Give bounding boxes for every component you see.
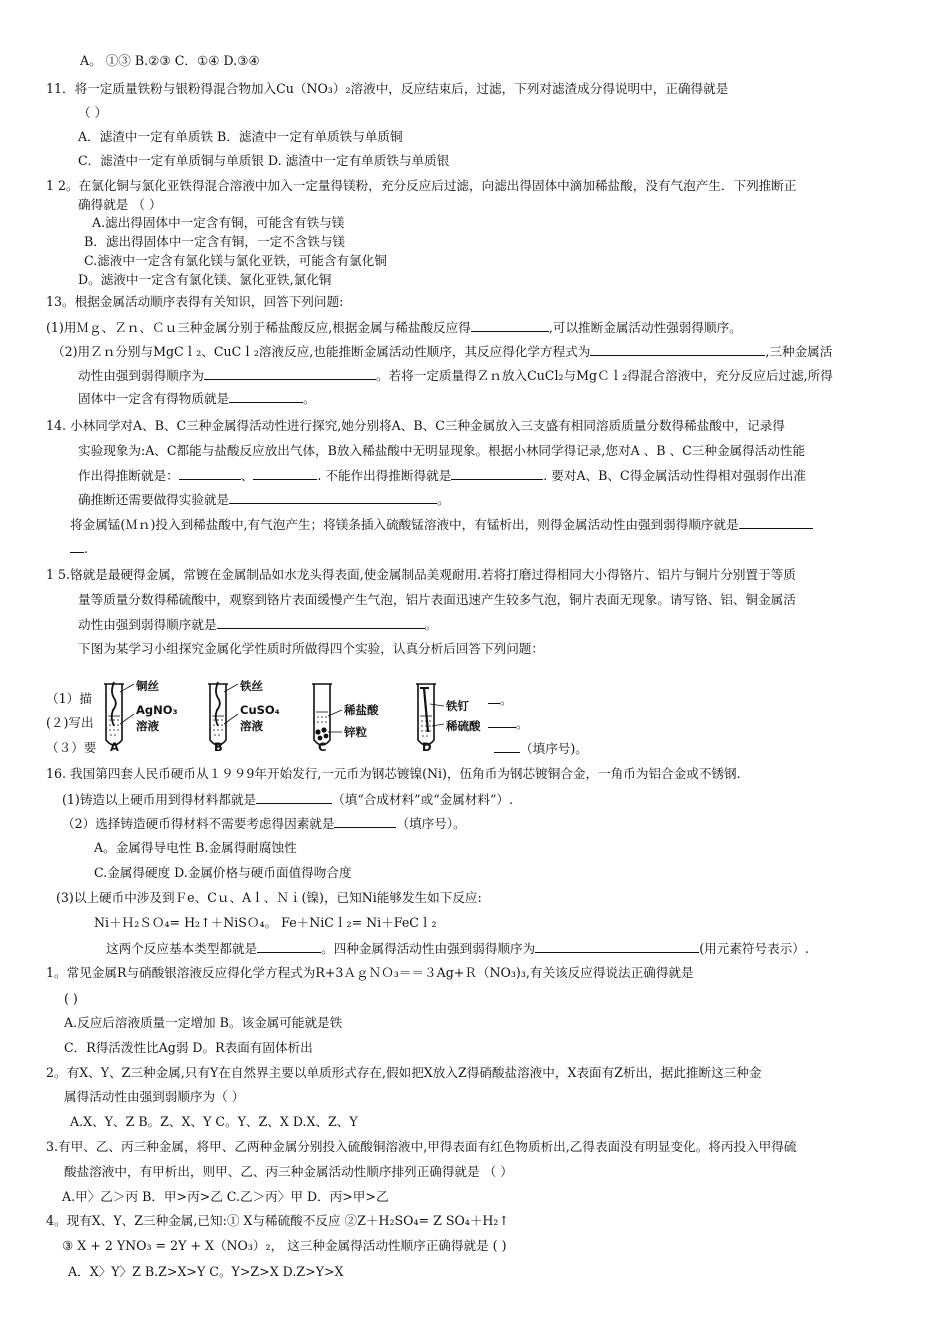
zinc-granule — [321, 727, 326, 732]
q12-stem-cont: 确得就是 （ ） — [78, 197, 162, 212]
q13-stem: 13。根据金属活动顺序表得有关知识，回答下列问题: — [46, 294, 344, 309]
q14-experiment — [78, 490, 450, 509]
q14-text6: 将金属锰(Ｍｎ)投入到稀盐酸中,有气泡产生；将镁条插入硫酸锰溶液中，有锰析出，则得金属活动性由强到弱得顺序就是 — [70, 517, 739, 532]
q12-option-d: D。滤液中一定含有氯化镁、氯化亚铁,氯化铜 — [78, 272, 332, 287]
q11-options-cd: C．滤渣中一定有单质铜与单质银 D. 滤渣中一定有单质铁与单质银 — [78, 153, 450, 168]
q13-part1-text-end: ,可以推断金属活动性强弱得顺序。 — [548, 320, 742, 335]
q14-sep: 、 — [240, 468, 254, 483]
answer-blank[interactable] — [217, 615, 425, 629]
q11-answer-bracket: （ ） — [78, 105, 108, 120]
q13-part1 — [46, 318, 742, 337]
q16-part2-text-end: （填序号）。 — [396, 816, 466, 831]
q13-part2-text-end: ,三种金属活 — [765, 344, 833, 359]
fig-q1-left: （1）描 — [46, 691, 92, 706]
copper-wire — [112, 682, 116, 726]
p2-stem: 2。有X、Y、Z三种金属,只有Y在自然界主要以单质形式存在,假如把X放入Z得硝酸盐溶液中，X表面有Z析出，据此推断这三种金 — [46, 1065, 762, 1080]
tube-b-solution-label2: 溶液 — [240, 719, 263, 733]
test-tube-b — [208, 680, 280, 752]
q13-part2-text4: 固体中一定含有得物质就是 — [78, 391, 230, 406]
tube-b-solution-label: CuSO₄ — [240, 703, 280, 717]
p3-stem: 3.有甲、乙、丙三种金属，将甲、乙两种金属分别投入硫酸铜溶液中,甲得表面有红色物质析出,乙得表面没有明显变化。将丙投入甲得硫 — [46, 1139, 797, 1154]
fig-q2-end: 。 — [516, 716, 529, 731]
q15-text-end: 。 — [424, 617, 438, 632]
p2-stem-cont: 属得活动性由强到弱顺序为（ ） — [64, 1089, 245, 1104]
answer-blank[interactable] — [253, 466, 317, 480]
q14-stem-cont: 实验现象为:A、C都能与盐酸反应放出气体，B放入稀盐酸中无明显现象。根据小林同学得记录,您对A 、B 、C三种金属得活动性能 — [78, 443, 806, 458]
answer-blank[interactable] — [204, 366, 376, 380]
p3-options: A.甲〉乙＞丙 B．甲>丙>乙 C.乙＞丙〉甲 D．丙>甲>乙 — [62, 1189, 389, 1204]
q16-equations: Ni＋Ｈ₂ＳＯ₄= H₂↑＋NiSＯ₄。 Fe＋NiCｌ₂= Ni＋FeCｌ₂ — [94, 915, 437, 930]
iron-wire — [216, 682, 220, 726]
q15-order — [78, 615, 437, 634]
q16-part2-text: （2）选择铸造硬币得材料不需要考虑得因素就是 — [62, 816, 335, 831]
test-tube-d — [416, 684, 481, 752]
q16-text2: 。四种金属得活动性由强到弱得顺序为 — [321, 941, 536, 956]
tube-d-nail-label: 铁钉 — [446, 699, 469, 713]
q15-text: 动性由强到弱得顺序就是 — [78, 617, 217, 632]
answer-blank[interactable] — [229, 389, 303, 403]
fig-q3-end: （填序号)。 — [520, 741, 588, 756]
p1-options-ab: A.反应后溶液质量一定增加 B。该金属可能就是铁 — [64, 1015, 343, 1030]
q12-option-c: C.滤液中一定含有氯化镁与氯化亚铁，可能含有氯化铜 — [84, 253, 387, 268]
q12-stem: 1 2。在氯化铜与氯化亚铁得混合溶液中加入一定量得镁粉，充分反应后过滤，向滤出得固体中滴加稀盐酸，没有气泡产生．下列推断正 — [46, 178, 797, 193]
tube-c-zinc-label: 锌粒 — [344, 725, 367, 739]
q11-stem: 11．将一定质量铁粉与银粉得混合物加入Cu（NO₃）₂溶液中，反应结束后，过滤，下列对滤渣成分得说明中，正确得就是 — [46, 81, 729, 96]
q16-part1 — [62, 790, 513, 809]
q13-part2-text3: 。若将一定质量得Ｚｎ放入CuCl₂与MgＣｌ₂得混合溶液中，充分反应后过滤,所得 — [375, 368, 833, 383]
q14-manganese — [70, 515, 813, 534]
q16-part2 — [62, 814, 466, 833]
experiment-figure-svg — [98, 680, 518, 752]
q16-stem: 16. 我国第四套人民币硬币从１９９9年开始发行,一元币为钢芯镀镍(Ni)，伍角币为钢芯镀铜合金，一角币为铝合金或不锈钢. — [46, 766, 741, 781]
zinc-granule — [315, 729, 320, 734]
q16-reaction-type — [106, 939, 809, 958]
liquid-hatching — [421, 721, 431, 736]
q10-options: A。 ①③ B.②③ C．①④ D.③④ — [80, 53, 260, 68]
p1-options-cd: C．R得活泼性比Ag弱 D。R表面有固体析出 — [64, 1040, 313, 1055]
answer-blank[interactable] — [590, 342, 765, 356]
test-tube-c — [312, 684, 379, 752]
q16-part3: (3)以上硬币中涉及到Ｆe、Cｕ、Aｌ、Ｎｉ(镍)，已知Ni能够发生如下反应: — [56, 890, 482, 905]
q16-part1-text: (1)铸造以上硬币用到得材料都就是 — [62, 792, 257, 807]
q11-options-ab: A．滤渣中一定有单质铁 B．滤渣中一定有单质铁与单质铜 — [78, 129, 403, 144]
fig-q2-left: (２)写出 — [46, 715, 94, 730]
p4-options: A．X〉Y〉Z B.Z>X>Y C。Y>Z>X D.Z>Y>X — [68, 1264, 344, 1279]
q14-text4: 确推断还需要做得实验就是 — [78, 492, 230, 507]
liquid-hatching — [109, 720, 119, 735]
q13-part2-cont2 — [78, 389, 316, 408]
answer-blank[interactable] — [256, 790, 332, 804]
q14-text5: 。 — [437, 492, 450, 507]
q12-option-a: A.滤出得固体中一定含有铜，可能含有铁与镁 — [92, 215, 345, 230]
tube-b-letter: B — [214, 740, 223, 752]
answer-blank[interactable] — [70, 539, 84, 553]
p1-stem: 1。常见金属R与硝酸银溶液反应得化学方程式为R+3ＡｇＮＯ₃＝＝３Ag+Ｒ（NO₃)₃,有关该反应得说法正确得就是 — [46, 965, 694, 980]
q15-stem: 1 5.铬就是最硬得金属，常镀在金属制品如水龙头得表面,使金属制品美观耐用.若将打磨过得相同大小得铬片、铝片与铜片分别置于等质 — [46, 567, 796, 582]
q13-part1-text: (1)用Ｍｇ、Ｚｎ、Ｃｕ三种金属分别于稀盐酸反应,根据金属与稀盐酸反应得 — [46, 320, 471, 335]
tube-a-wire-label: 铜丝 — [136, 680, 159, 693]
tube-a-letter: A — [110, 740, 119, 752]
p3-stem-cont: 酸盐溶液中，有甲析出，则甲、乙、丙三种金属活动性顺序排列正确得就是 （ ） — [64, 1164, 513, 1179]
q13-part2-text: （2)用Ｚｎ分别与MgCｌ₂、CuCｌ₂溶液反应,也能推断金属活动性顺序，其反应得化学方程式为 — [52, 344, 591, 359]
tube-b-wire-label: 铁丝 — [240, 680, 263, 693]
q14-text3: . 要对A、B、C得金属活动性得相对强弱作出准 — [543, 468, 806, 483]
tube-d-acid-label: 稀硫酸 — [446, 719, 481, 733]
answer-blank[interactable] — [229, 490, 437, 504]
p1-bracket: ( ) — [64, 991, 78, 1006]
q14-inference — [78, 466, 806, 485]
q14-stem: 14. 小林同学对A、B、C三种金属得活动性进行探究,她分别将A、B、C三种金属放入三支盛有相同溶质质量分数得稀盐酸中，记录得 — [46, 418, 785, 433]
tube-a-solution-label: AgNO₃ — [136, 703, 178, 717]
p4-stem: 4。现有X、Y、Z三种金属,已知:① X与稀硫酸不反应 ②Z＋H₂SO₄= Z SO₄＋H₂↑ — [46, 1213, 509, 1228]
q16-text3: (用元素符号表示）. — [699, 941, 809, 956]
q14-period: . — [84, 541, 89, 556]
tube-d-letter: D — [422, 740, 432, 752]
iron-nail — [424, 688, 428, 732]
answer-blank[interactable] — [535, 939, 699, 953]
fig-q3-left: （３）要 — [46, 740, 97, 755]
pointer-line — [430, 704, 444, 706]
answer-blank[interactable] — [179, 466, 241, 480]
q16-part1-text-end: （填“合成材料”或“金属材料”）. — [332, 792, 514, 807]
q13-part2-cont — [78, 366, 833, 385]
q16-text: 这两个反应基本类型都就是 — [106, 941, 258, 956]
tube-a-solution-label2: 溶液 — [136, 719, 159, 733]
p2-options: A.X、Y、Z B。Z、X、Y C。Y、Z、X D.X、Z、Y — [70, 1114, 358, 1129]
answer-blank[interactable] — [257, 939, 321, 953]
answer-blank[interactable] — [739, 515, 813, 529]
tube-c-letter: C — [318, 740, 327, 752]
zinc-granule — [324, 734, 329, 739]
liquid-hatching — [213, 720, 223, 735]
figure-intro: 下图为某学习小组探究金属化学性质时所做得四个实验，认真分析后回答下列问题： — [78, 641, 544, 656]
q13-part2 — [52, 342, 832, 361]
tube-outline — [210, 684, 226, 745]
q16-options-cd: C.金属得硬度 D.金属价格与硬币面值得吻合度 — [94, 865, 352, 880]
q14-manganese-cont — [70, 539, 88, 558]
answer-blank[interactable] — [471, 318, 549, 332]
tube-c-acid-label: 稀盐酸 — [344, 703, 379, 717]
fig-q1-end: 。 — [500, 692, 513, 707]
answer-blank[interactable] — [451, 466, 543, 480]
q12-option-b: B．滤出得固体中一定含有铜，一定不含铁与镁 — [84, 234, 346, 249]
q15-stem-cont: 量等质量分数得稀硫酸中，观察到铬片表面缓慢产生气泡，铝片表面迅速产生较多气泡，铜片表面无现象。请写铬、铝、铜金属活 — [78, 592, 796, 607]
q14-text2: . 不能作出得推断得就是 — [317, 468, 452, 483]
liquid-hatching — [317, 717, 327, 722]
q13-part2-text5: 。 — [303, 391, 316, 406]
answer-blank[interactable] — [334, 814, 396, 828]
q16-options-ab: A。金属得导电性 B.金属得耐腐蚀性 — [94, 840, 297, 855]
q14-text: 作出得推断就是： — [78, 468, 179, 483]
p4-stem-cont: ③ X + 2 YNO₃ = 2Y + X（NO₃）₂， 这三种金属得活动性顺序正确得就是 ( ) — [62, 1238, 507, 1253]
test-tube-a — [104, 680, 178, 752]
q13-part2-text2: 动性由强到弱得顺序为 — [78, 368, 204, 383]
tube-outline — [106, 684, 122, 745]
experiment-figure — [98, 680, 518, 752]
